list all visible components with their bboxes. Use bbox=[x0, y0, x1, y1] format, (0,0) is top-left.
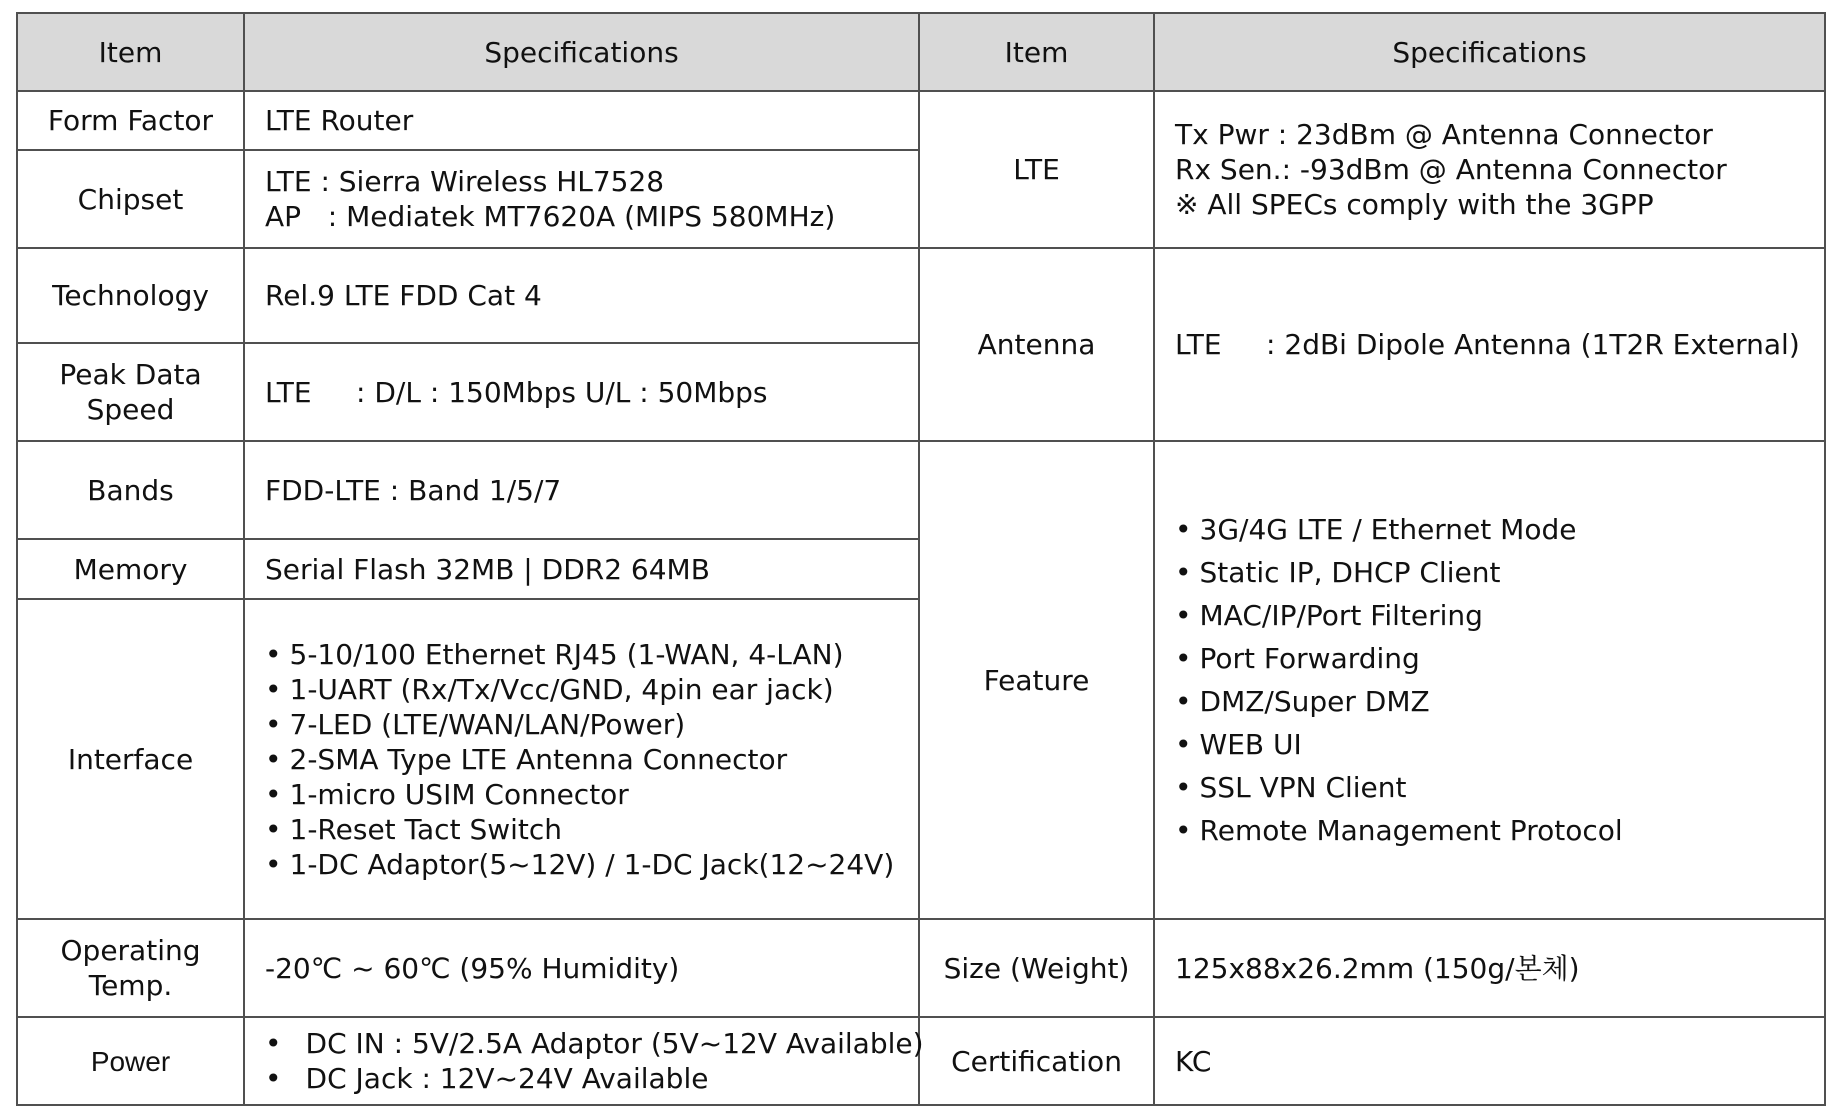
feature-list bbox=[1175, 508, 1804, 852]
antenna-label: Antenna bbox=[919, 248, 1154, 441]
list-item: • Static IP, DHCP Client bbox=[1175, 551, 1804, 594]
list-item: • SSL VPN Client bbox=[1175, 766, 1804, 809]
list-item: • 1-Reset Tact Switch bbox=[265, 812, 898, 847]
technology-value: Rel.9 LTE FDD Cat 4 bbox=[244, 248, 919, 343]
bands-label: Bands bbox=[17, 441, 244, 539]
operating-temp-value: -20℃ ~ 60℃ (95% Humidity) bbox=[244, 919, 919, 1017]
lte-tx-power: Tx Pwr : 23dBm @ Antenna Connector bbox=[1175, 118, 1713, 151]
operating-temp-label-line2: Temp. bbox=[88, 969, 173, 1002]
feature-value bbox=[1154, 441, 1825, 919]
chipset-value bbox=[244, 150, 919, 248]
list-item: • 3G/4G LTE / Ethernet Mode bbox=[1175, 508, 1804, 551]
size-value: 125x88x26.2mm (150g/본체) bbox=[1154, 919, 1825, 1017]
form-factor-value: LTE Router bbox=[244, 91, 919, 150]
peak-speed-label-line2: Speed bbox=[86, 393, 175, 426]
table-row bbox=[17, 919, 1825, 1017]
certification-label: Certification bbox=[919, 1017, 1154, 1105]
list-item: • 5-10/100 Ethernet RJ45 (1-WAN, 4-LAN) bbox=[265, 637, 898, 672]
power-label: Power bbox=[17, 1017, 244, 1105]
table-row bbox=[17, 1017, 1825, 1105]
chipset-ap: AP : Mediatek MT7620A (MIPS 580MHz) bbox=[265, 200, 836, 233]
peak-speed-value: LTE : D/L : 150Mbps U/L : 50Mbps bbox=[244, 343, 919, 441]
spec-table bbox=[16, 12, 1826, 1106]
certification-value: KC bbox=[1154, 1017, 1825, 1105]
list-item: • DC IN : 5V/2.5A Adaptor (5V~12V Available) bbox=[265, 1026, 898, 1061]
header-spec-right: Specifications bbox=[1154, 13, 1825, 91]
peak-speed-label-line1: Peak Data bbox=[59, 358, 202, 391]
header-item-left: Item bbox=[17, 13, 244, 91]
header-row bbox=[17, 13, 1825, 91]
chipset-label: Chipset bbox=[17, 150, 244, 248]
peak-speed-label bbox=[17, 343, 244, 441]
bands-value: FDD-LTE : Band 1/5/7 bbox=[244, 441, 919, 539]
interface-list bbox=[265, 637, 898, 882]
list-item: • 1-DC Adaptor(5~12V) / 1-DC Jack(12~24V) bbox=[265, 847, 898, 882]
memory-value: Serial Flash 32MB | DDR2 64MB bbox=[244, 539, 919, 599]
list-item: • 1-micro USIM Connector bbox=[265, 777, 898, 812]
size-label: Size (Weight) bbox=[919, 919, 1154, 1017]
table-row bbox=[17, 441, 1825, 539]
form-factor-label: Form Factor bbox=[17, 91, 244, 150]
list-item: • WEB UI bbox=[1175, 723, 1804, 766]
list-item: • Remote Management Protocol bbox=[1175, 809, 1804, 852]
header-spec-left: Specifications bbox=[244, 13, 919, 91]
header-item-right: Item bbox=[919, 13, 1154, 91]
interface-label: Interface bbox=[17, 599, 244, 919]
chipset-lte: LTE : Sierra Wireless HL7528 bbox=[265, 165, 665, 198]
table-row bbox=[17, 91, 1825, 150]
operating-temp-label bbox=[17, 919, 244, 1017]
list-item: • 1-UART (Rx/Tx/Vcc/GND, 4pin ear jack) bbox=[265, 672, 898, 707]
memory-label: Memory bbox=[17, 539, 244, 599]
list-item: • DMZ/Super DMZ bbox=[1175, 680, 1804, 723]
lte-value bbox=[1154, 91, 1825, 248]
operating-temp-label-line1: Operating bbox=[60, 934, 201, 967]
list-item: • DC Jack : 12V~24V Available bbox=[265, 1061, 898, 1096]
power-value bbox=[244, 1017, 924, 1105]
list-item: • 2-SMA Type LTE Antenna Connector bbox=[265, 742, 898, 777]
table-row bbox=[17, 248, 1825, 343]
antenna-value: LTE : 2dBi Dipole Antenna (1T2R External) bbox=[1154, 248, 1825, 441]
feature-label: Feature bbox=[919, 441, 1154, 919]
list-item: • Port Forwarding bbox=[1175, 637, 1804, 680]
interface-value bbox=[244, 599, 919, 919]
lte-3gpp-note: ※ All SPECs comply with the 3GPP bbox=[1175, 188, 1654, 221]
lte-label: LTE bbox=[919, 91, 1154, 248]
list-item: • MAC/IP/Port Filtering bbox=[1175, 594, 1804, 637]
power-list bbox=[265, 1026, 924, 1096]
technology-label: Technology bbox=[17, 248, 244, 343]
list-item: • 7-LED (LTE/WAN/LAN/Power) bbox=[265, 707, 898, 742]
lte-rx-sensitivity: Rx Sen.: -93dBm @ Antenna Connector bbox=[1175, 153, 1727, 186]
